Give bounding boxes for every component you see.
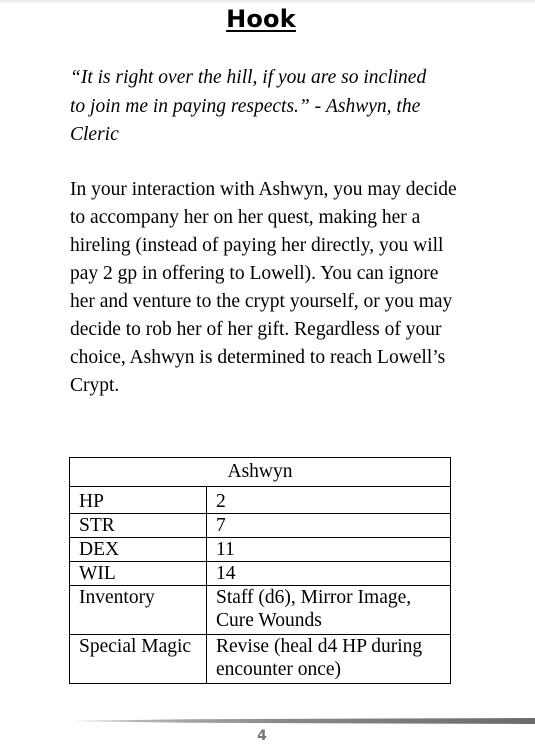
stat-value-str: 7 <box>207 514 451 538</box>
stat-value-special-magic: Revise (heal d4 HP during encounter once) <box>207 635 451 684</box>
quote-dash: - <box>309 95 327 117</box>
stat-value-inventory: Staff (d6), Mirror Image, Cure Wounds <box>207 586 451 635</box>
stat-value-dex: 11 <box>207 538 451 562</box>
stat-value-wil: 14 <box>207 562 451 586</box>
stat-value-hp: 2 <box>207 487 451 514</box>
stat-label-hp: HP <box>70 487 207 514</box>
stat-block-name: Ashwyn <box>70 458 451 487</box>
stat-label-wil: WIL <box>70 562 207 586</box>
body-paragraph: In your interaction with Ashwyn, you may decide to accompany her on her quest, making her a hireling (instead of paying her directly, you will pay 2 gp in offering to Lowell). You can ignore her and venture to the crypt yourself, or you may decide to rob her of her gift. Regardless of your choice, Ashwyn is determined to reach Lowell’s Crypt. <box>70 179 457 396</box>
stat-label-str: STR <box>70 514 207 538</box>
section-heading: Hook <box>226 5 296 33</box>
stat-label-inventory: Inventory <box>70 586 207 635</box>
stat-block-table <box>69 457 451 684</box>
footer-divider <box>70 718 535 724</box>
stat-label-special-magic: Special Magic <box>70 635 207 684</box>
quote-attribution: Ashwyn, the Cleric <box>70 95 421 145</box>
page-number: 4 <box>257 728 267 744</box>
page-top-edge <box>0 0 535 4</box>
quote-text: “It is right over the hill, if you are so inclined to join me in paying respects.” <box>70 67 427 117</box>
quote-block <box>70 64 430 150</box>
stat-label-dex: DEX <box>70 538 207 562</box>
